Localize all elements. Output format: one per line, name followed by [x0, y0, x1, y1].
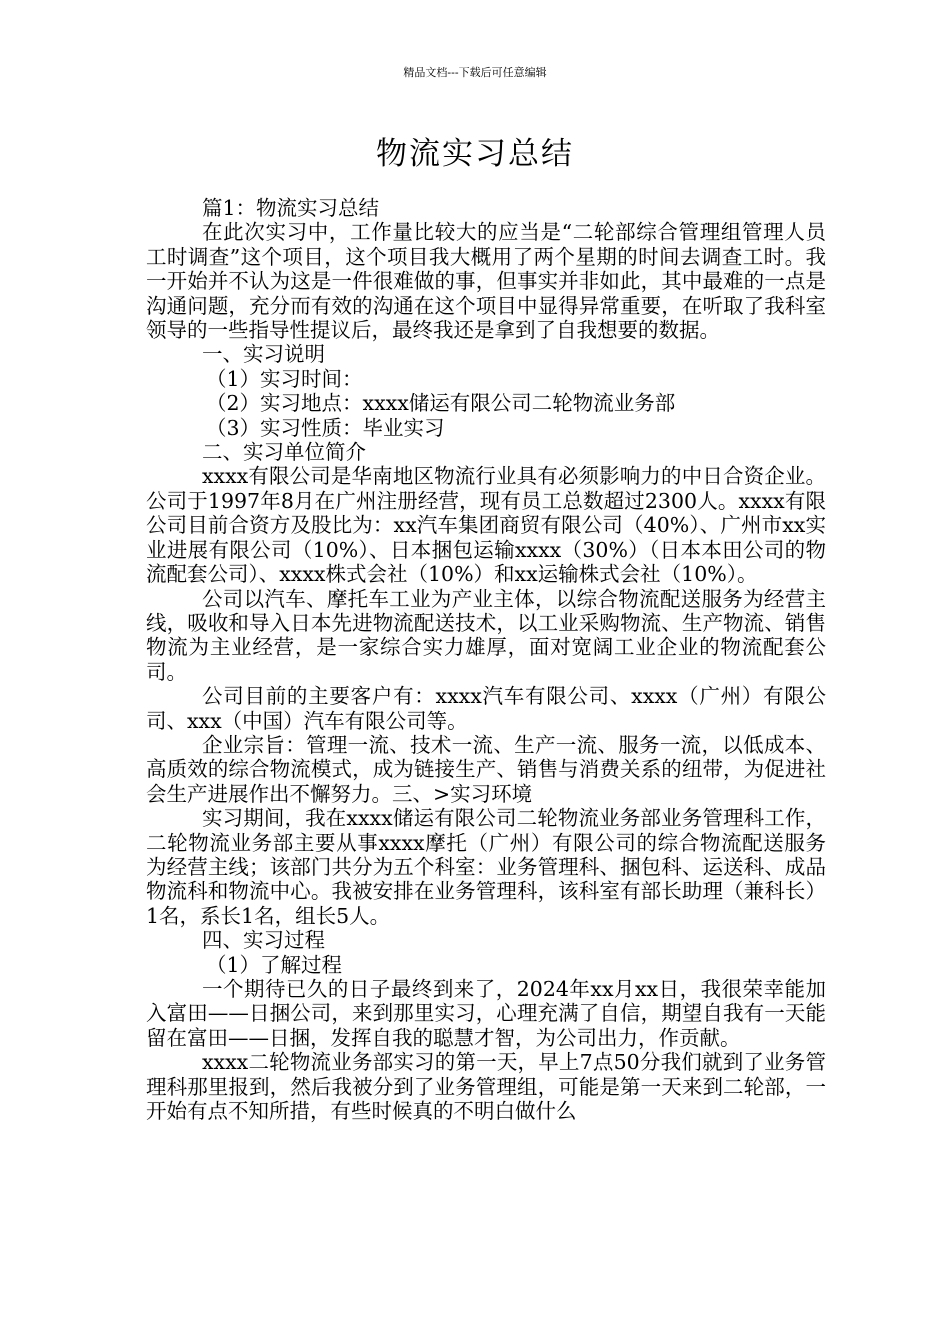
list-item: （1）了解过程 — [206, 952, 343, 977]
section-heading: 篇1：物流实习总结 — [202, 196, 380, 220]
paragraph: xxxx有限公司是华南地区物流行业具有必须影响力的中日合资企业。公司于1997年8月在广州注册经营，现有员工总数超过2300人。xxxx有限公司目前合资方及股比为：xx汽车集团商贸有限公司（40%）、广州市xx实业进展有限公司（10%）、日本捆包运输xxxx（30%）（日本本田公司的物流配套公司）、xxxx株式会社（10%）和xx运输株式会社（10%）。 — [146, 464, 826, 587]
paragraph: 实习期间，我在xxxx储运有限公司二轮物流业务部业务管理科工作，二轮物流业务部主要从事xxxx摩托（广州）有限公司的综合物流配送服务为经营主线；该部门共分为五个科室：业务管理科、捆包科、运送科、成品物流科和物流中心。我被安排在业务管理科，该科室有部长助理（兼科长）1名，系长1名，组长5人。 — [146, 806, 826, 928]
list-item: （2）实习地点：xxxx储运有限公司二轮物流业务部 — [206, 391, 676, 416]
paragraph: 公司以汽车、摩托车工业为产业主体，以综合物流配送服务为经营主线，吸收和导入日本先进物流配送技术，以工业采购物流、生产物流、销售物流为主业经营，是一家综合实力雄厚，面对宽阔工业企业的物流配套公司。 — [146, 586, 826, 684]
paragraph: xxxx二轮物流业务部实习的第一天，早上7点50分我们就到了业务管理科那里报到，然后我被分到了业务管理组，可能是第一天来到二轮部，一开始有点不知所措，有些时候真的不明白做什么 — [146, 1050, 826, 1124]
section-heading: 四、实习过程 — [202, 928, 325, 953]
paragraph: 企业宗旨：管理一流、技术一流、生产一流、服务一流，以低成本、高质效的综合物流模式，成为链接生产、销售与消费关系的纽带，为促进社会生产进展作出不懈努力。三、>实习环境 — [146, 732, 826, 806]
list-item: （3）实习性质：毕业实习 — [206, 415, 445, 440]
list-item: （1）实习时间： — [206, 366, 363, 391]
paragraph: 一个期待已久的日子最终到来了，2024年xx月xx日，我很荣幸能加入富田——日捆公司，来到那里实习，心理充满了自信，期望自我有一天能留在富田——日捆，发挥自我的聪慧才智，为公司出力，作贡献。 — [146, 977, 826, 1050]
document-title: 物流实习总结 — [376, 136, 574, 172]
section-heading: 一、实习说明 — [202, 342, 325, 367]
paragraph: 公司目前的主要客户有：xxxx汽车有限公司、xxxx（广州）有限公司、xxx（中国）汽车有限公司等。 — [146, 684, 826, 733]
paragraph: 在此次实习中，工作量比较大的应当是“二轮部综合管理组管理人员工时调查”这个项目，这个项目我大概用了两个星期的时间去调查工时。我一开始并不认为这是一件很难做的事，但事实并非如此，其中最难的一点是沟通问题，充分而有效的沟通在这个项目中显得异常重要，在听取了我科室领导的一些指导性提议后，最终我还是拿到了自我想要的数据。 — [146, 220, 826, 343]
header-note: 精品文档---下载后可任意编辑 — [403, 66, 547, 79]
section-heading: 二、实习单位简介 — [202, 440, 366, 465]
document-body — [146, 196, 826, 1123]
